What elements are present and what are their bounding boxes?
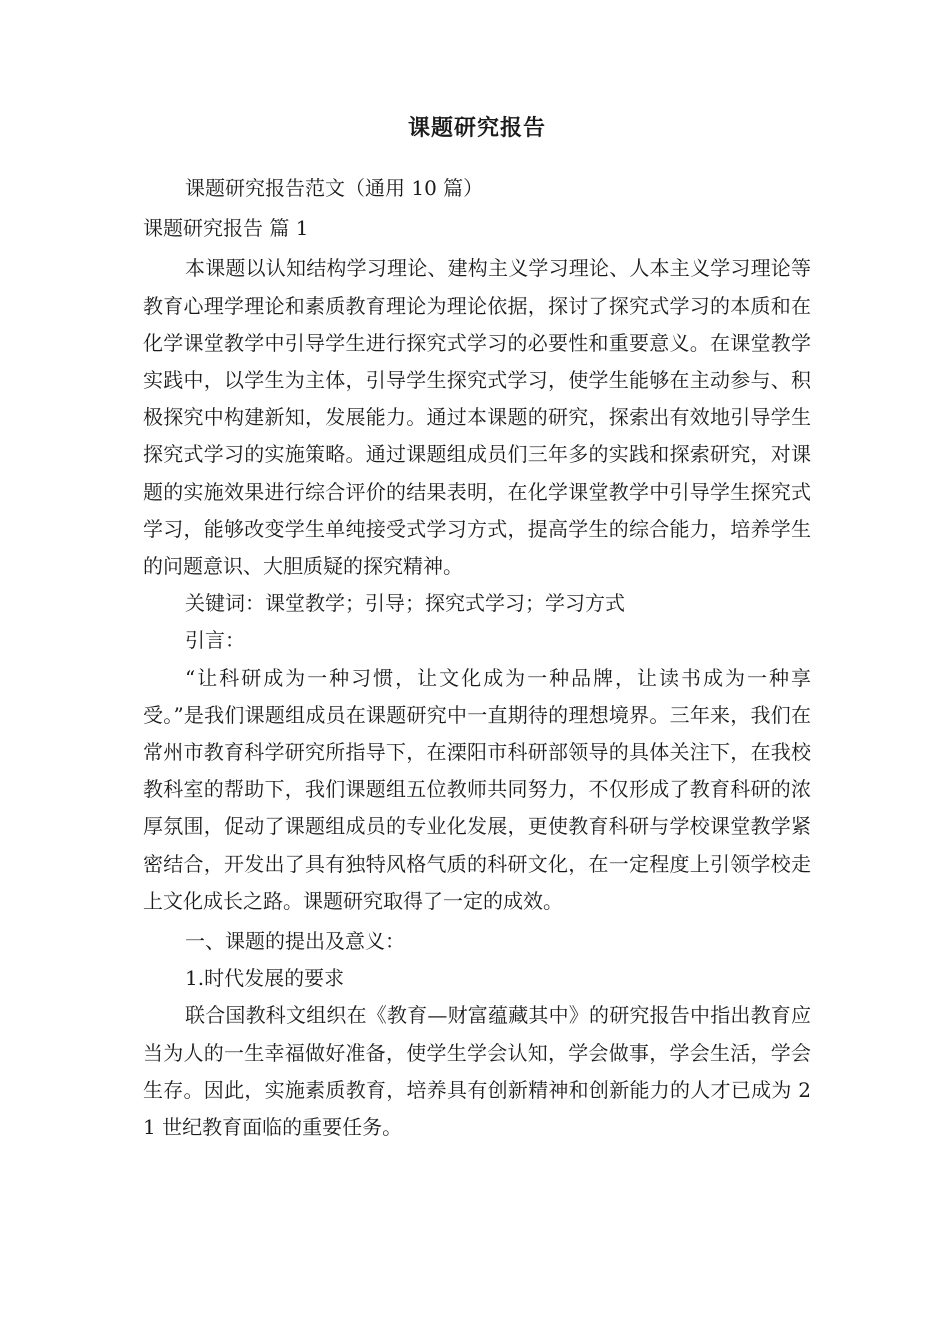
section-heading: 课题研究报告 篇 1 xyxy=(143,216,309,241)
document-title: 课题研究报告 xyxy=(407,115,546,141)
document-subtitle: 课题研究报告范文（通用 10 篇） xyxy=(185,176,484,200)
subsection-one-heading: 1.时代发展的要求 xyxy=(185,966,345,991)
keywords-line: 关键词：课堂教学；引导；探究式学习；学习方式 xyxy=(185,591,625,616)
abstract-paragraph: 本课题以认知结构学习理论、建构主义学习理论、人本主义学习理论等教育心理学理论和素质教育理论为理论依据，探讨了探究式学习的本质和在化学课堂教学中引导学生进行探究式学习的必要性和重要意义。在课堂教学实践中，以学生为主体，引导学生探究式学习，使学生能够在主动参与、积极探究中构建新知，发展能力。通过本课题的研究，探索出有效地引导学生探究式学习的实施策略。通过课题组成员们三年多的实践和探索研究，对课题的实施效果进行综合评价的结果表明，在化学课堂教学中引导学生探究式学习，能够改变学生单纯接受式学习方式，提高学生的综合能力，培养学生的问题意识、大胆质疑的探究精神。 xyxy=(143,256,811,579)
intro-paragraph: “让科研成为一种习惯，让文化成为一种品牌，让读书成为一种享受。”是我们课题组成员在课题研究中一直期待的理想境界。三年来，我们在常州市教育科学研究所指导下，在溧阳市科研部领导的具体关注下，在我校教科室的帮助下，我们课题组五位教师共同努力，不仅形成了教育科研的浓厚氛围，促动了课题组成员的专业化发展，更使教育科研与学校课堂教学紧密结合，开发出了具有独特风格气质的科研文化，在一定程度上引领学校走上文化成长之路。课题研究取得了一定的成效。 xyxy=(143,665,811,913)
document-body xyxy=(143,108,811,1146)
intro-label: 引言： xyxy=(185,628,245,653)
section-one-body: 联合国教科文组织在《教育—财富蕴藏其中》的研究报告中指出教育应当为人的一生幸福做好准备，使学生学会认知，学会做事，学会生活，学会生存。因此，实施素质教育，培养具有创新精神和创新能力的人才已成为 21 世纪教育面临的重要任务。 xyxy=(143,1003,811,1140)
section-one-heading: 一、课题的提出及意义： xyxy=(185,929,405,954)
